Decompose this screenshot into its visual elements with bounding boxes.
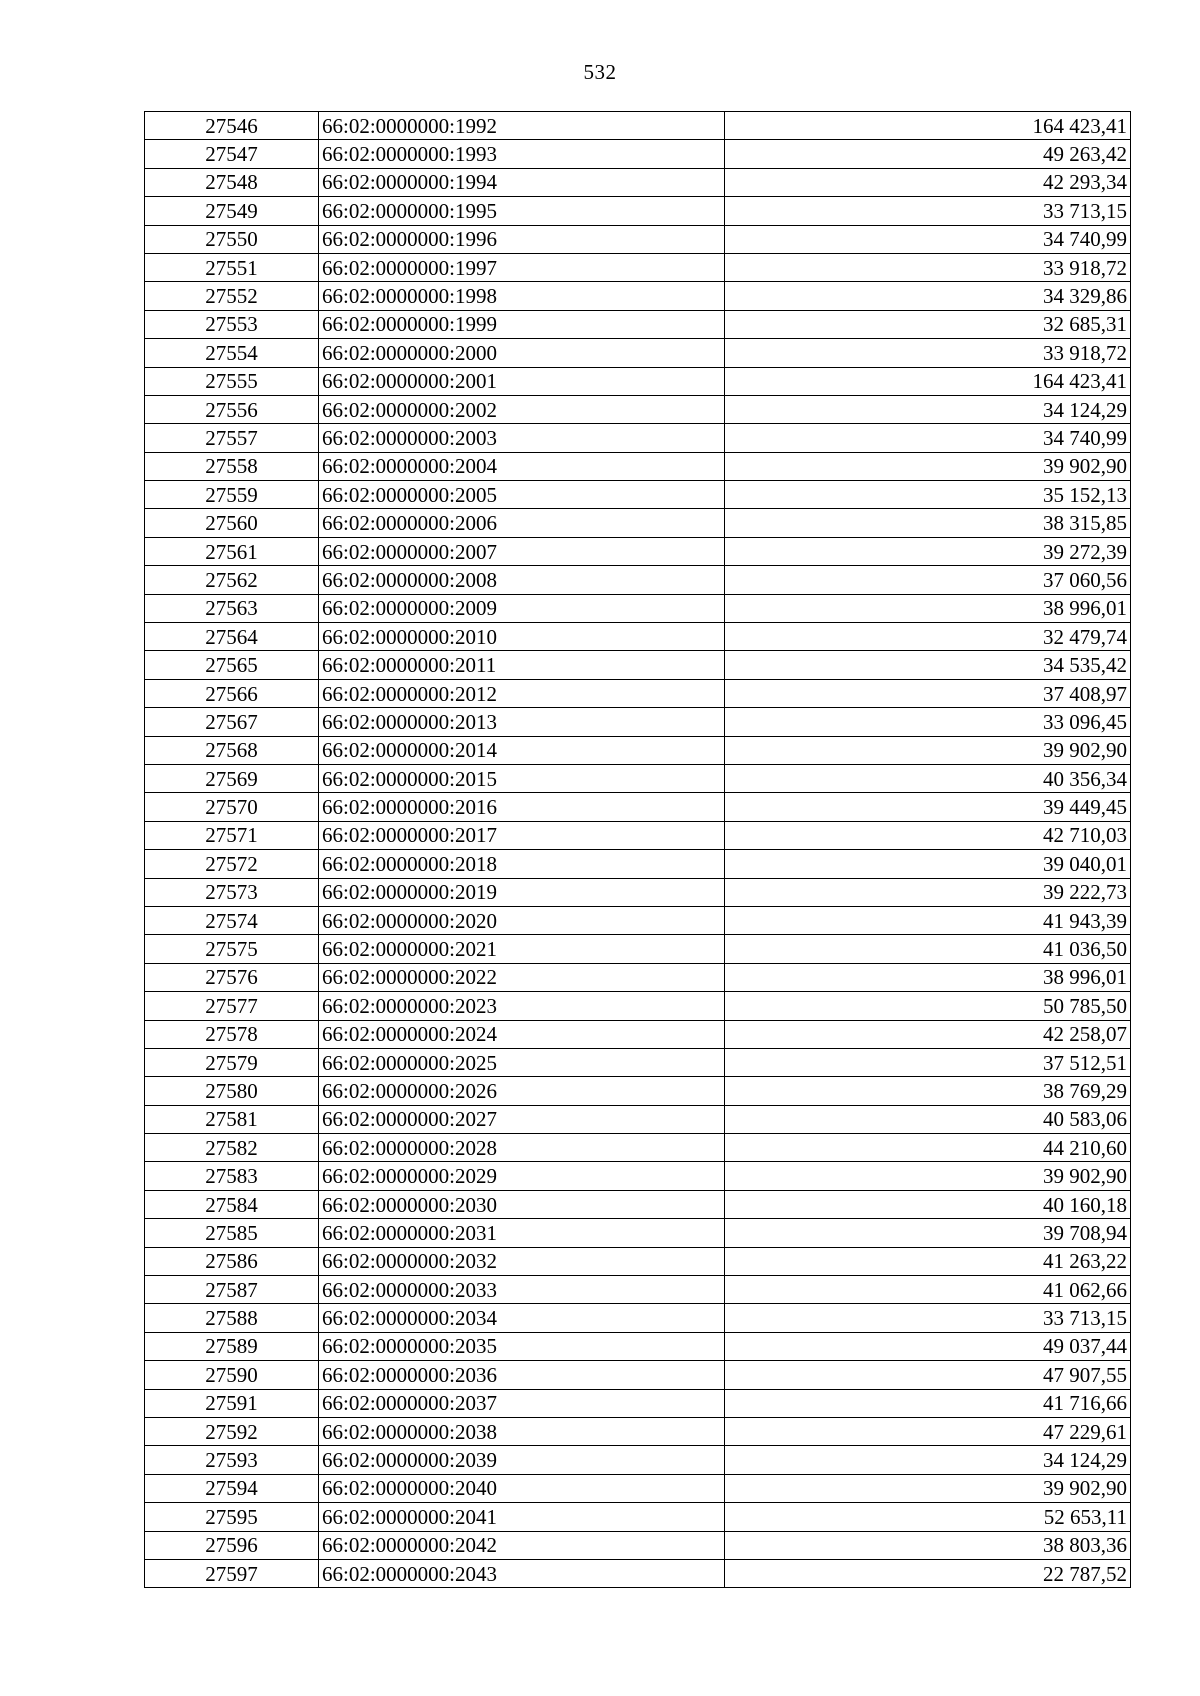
- row-number-cell: 27565: [145, 651, 319, 679]
- cadastral-number-cell: 66:02:0000000:1996: [319, 225, 725, 253]
- cadastral-number-cell: 66:02:0000000:2021: [319, 935, 725, 963]
- row-number-cell: 27576: [145, 963, 319, 991]
- table-row: [145, 168, 1131, 196]
- row-number-cell: 27547: [145, 140, 319, 168]
- cadastral-value-cell: 32 479,74: [725, 623, 1131, 651]
- cadastral-value-cell: 37 408,97: [725, 679, 1131, 707]
- cadastral-number-cell: 66:02:0000000:2041: [319, 1503, 725, 1531]
- cadastral-value-cell: 34 329,86: [725, 282, 1131, 310]
- row-number-cell: 27551: [145, 253, 319, 281]
- cadastral-number-cell: 66:02:0000000:1992: [319, 112, 725, 140]
- cadastral-value-cell: 33 918,72: [725, 253, 1131, 281]
- cadastral-number-cell: 66:02:0000000:1993: [319, 140, 725, 168]
- cadastral-value-cell: 49 263,42: [725, 140, 1131, 168]
- row-number-cell: 27556: [145, 395, 319, 423]
- table-row: [145, 253, 1131, 281]
- cadastral-value-cell: 34 124,29: [725, 1446, 1131, 1474]
- table-row: [145, 736, 1131, 764]
- table-row: [145, 1474, 1131, 1502]
- cadastral-value-cell: 49 037,44: [725, 1332, 1131, 1360]
- cadastral-value-cell: 34 535,42: [725, 651, 1131, 679]
- table-row: [145, 424, 1131, 452]
- cadastral-number-cell: 66:02:0000000:2008: [319, 566, 725, 594]
- table-row: [145, 1332, 1131, 1360]
- cadastral-value-cell: 52 653,11: [725, 1503, 1131, 1531]
- row-number-cell: 27559: [145, 481, 319, 509]
- table-row: [145, 481, 1131, 509]
- table-row: [145, 1304, 1131, 1332]
- cadastral-number-cell: 66:02:0000000:2011: [319, 651, 725, 679]
- cadastral-number-cell: 66:02:0000000:2030: [319, 1190, 725, 1218]
- cadastral-number-cell: 66:02:0000000:2010: [319, 623, 725, 651]
- row-number-cell: 27588: [145, 1304, 319, 1332]
- row-number-cell: 27587: [145, 1276, 319, 1304]
- table-row: [145, 1219, 1131, 1247]
- table-row: [145, 395, 1131, 423]
- row-number-cell: 27563: [145, 594, 319, 622]
- row-number-cell: 27595: [145, 1503, 319, 1531]
- table-row: [145, 651, 1131, 679]
- cadastral-number-cell: 66:02:0000000:2007: [319, 537, 725, 565]
- table-row: [145, 1134, 1131, 1162]
- table-row: [145, 963, 1131, 991]
- row-number-cell: 27554: [145, 339, 319, 367]
- table-row: [145, 1276, 1131, 1304]
- cadastral-value-cell: 33 096,45: [725, 708, 1131, 736]
- row-number-cell: 27549: [145, 197, 319, 225]
- table-row: [145, 764, 1131, 792]
- table-row: [145, 1247, 1131, 1275]
- table-row: [145, 452, 1131, 480]
- row-number-cell: 27580: [145, 1077, 319, 1105]
- cadastral-number-cell: 66:02:0000000:2024: [319, 1020, 725, 1048]
- cadastral-value-cell: 39 272,39: [725, 537, 1131, 565]
- row-number-cell: 27569: [145, 764, 319, 792]
- row-number-cell: 27589: [145, 1332, 319, 1360]
- table-row: [145, 1020, 1131, 1048]
- row-number-cell: 27566: [145, 679, 319, 707]
- cadastral-number-cell: 66:02:0000000:2009: [319, 594, 725, 622]
- table-row: [145, 1531, 1131, 1559]
- row-number-cell: 27561: [145, 537, 319, 565]
- table-body: [145, 112, 1131, 1588]
- table-row: [145, 509, 1131, 537]
- row-number-cell: 27577: [145, 992, 319, 1020]
- row-number-cell: 27571: [145, 821, 319, 849]
- cadastral-value-cell: 39 902,90: [725, 1162, 1131, 1190]
- cadastral-value-table: [144, 111, 1131, 1588]
- table-row: [145, 708, 1131, 736]
- row-number-cell: 27550: [145, 225, 319, 253]
- cadastral-number-cell: 66:02:0000000:2031: [319, 1219, 725, 1247]
- row-number-cell: 27562: [145, 566, 319, 594]
- cadastral-number-cell: 66:02:0000000:2035: [319, 1332, 725, 1360]
- table-row: [145, 367, 1131, 395]
- cadastral-value-cell: 164 423,41: [725, 367, 1131, 395]
- table-row: [145, 1190, 1131, 1218]
- row-number-cell: 27584: [145, 1190, 319, 1218]
- cadastral-value-cell: 34 740,99: [725, 424, 1131, 452]
- table-row: [145, 850, 1131, 878]
- cadastral-value-cell: 42 293,34: [725, 168, 1131, 196]
- table-row: [145, 339, 1131, 367]
- cadastral-number-cell: 66:02:0000000:2019: [319, 878, 725, 906]
- cadastral-value-cell: 39 902,90: [725, 452, 1131, 480]
- table-row: [145, 1503, 1131, 1531]
- cadastral-number-cell: 66:02:0000000:2013: [319, 708, 725, 736]
- cadastral-number-cell: 66:02:0000000:2026: [319, 1077, 725, 1105]
- row-number-cell: 27546: [145, 112, 319, 140]
- cadastral-value-cell: 164 423,41: [725, 112, 1131, 140]
- cadastral-number-cell: 66:02:0000000:1994: [319, 168, 725, 196]
- cadastral-value-cell: 38 996,01: [725, 963, 1131, 991]
- row-number-cell: 27579: [145, 1048, 319, 1076]
- cadastral-value-cell: 40 356,34: [725, 764, 1131, 792]
- table-row: [145, 594, 1131, 622]
- row-number-cell: 27597: [145, 1559, 319, 1587]
- cadastral-number-cell: 66:02:0000000:2032: [319, 1247, 725, 1275]
- cadastral-value-cell: 42 710,03: [725, 821, 1131, 849]
- row-number-cell: 27558: [145, 452, 319, 480]
- table-row: [145, 566, 1131, 594]
- table-row: [145, 935, 1131, 963]
- table-row: [145, 537, 1131, 565]
- table-row: [145, 793, 1131, 821]
- row-number-cell: 27555: [145, 367, 319, 395]
- cadastral-value-cell: 34 740,99: [725, 225, 1131, 253]
- cadastral-value-cell: 33 713,15: [725, 197, 1131, 225]
- table-row: [145, 310, 1131, 338]
- cadastral-number-cell: 66:02:0000000:2040: [319, 1474, 725, 1502]
- cadastral-number-cell: 66:02:0000000:2027: [319, 1105, 725, 1133]
- page-number: 532: [583, 60, 617, 84]
- cadastral-value-cell: 41 062,66: [725, 1276, 1131, 1304]
- row-number-cell: 27581: [145, 1105, 319, 1133]
- cadastral-number-cell: 66:02:0000000:2025: [319, 1048, 725, 1076]
- cadastral-number-cell: 66:02:0000000:1998: [319, 282, 725, 310]
- table-row: [145, 1361, 1131, 1389]
- cadastral-value-cell: 38 803,36: [725, 1531, 1131, 1559]
- table-row: [145, 1162, 1131, 1190]
- cadastral-value-cell: 50 785,50: [725, 992, 1131, 1020]
- table-row: [145, 225, 1131, 253]
- table-row: [145, 878, 1131, 906]
- cadastral-value-cell: 42 258,07: [725, 1020, 1131, 1048]
- cadastral-value-cell: 41 036,50: [725, 935, 1131, 963]
- row-number-cell: 27552: [145, 282, 319, 310]
- row-number-cell: 27573: [145, 878, 319, 906]
- cadastral-value-cell: 47 229,61: [725, 1417, 1131, 1445]
- row-number-cell: 27590: [145, 1361, 319, 1389]
- row-number-cell: 27591: [145, 1389, 319, 1417]
- cadastral-number-cell: 66:02:0000000:2023: [319, 992, 725, 1020]
- row-number-cell: 27593: [145, 1446, 319, 1474]
- row-number-cell: 27582: [145, 1134, 319, 1162]
- cadastral-number-cell: 66:02:0000000:2033: [319, 1276, 725, 1304]
- table-row: [145, 906, 1131, 934]
- table-row: [145, 1077, 1131, 1105]
- table-row: [145, 1105, 1131, 1133]
- table-row: [145, 1389, 1131, 1417]
- cadastral-value-cell: 41 263,22: [725, 1247, 1131, 1275]
- cadastral-number-cell: 66:02:0000000:1997: [319, 253, 725, 281]
- cadastral-number-cell: 66:02:0000000:2014: [319, 736, 725, 764]
- row-number-cell: 27586: [145, 1247, 319, 1275]
- row-number-cell: 27594: [145, 1474, 319, 1502]
- cadastral-number-cell: 66:02:0000000:2016: [319, 793, 725, 821]
- cadastral-number-cell: 66:02:0000000:2017: [319, 821, 725, 849]
- table-row: [145, 1559, 1131, 1587]
- row-number-cell: 27560: [145, 509, 319, 537]
- table-row: [145, 992, 1131, 1020]
- cadastral-number-cell: 66:02:0000000:2036: [319, 1361, 725, 1389]
- cadastral-value-cell: 39 902,90: [725, 1474, 1131, 1502]
- row-number-cell: 27564: [145, 623, 319, 651]
- table-row: [145, 623, 1131, 651]
- cadastral-number-cell: 66:02:0000000:1999: [319, 310, 725, 338]
- cadastral-value-cell: 37 512,51: [725, 1048, 1131, 1076]
- row-number-cell: 27553: [145, 310, 319, 338]
- row-number-cell: 27596: [145, 1531, 319, 1559]
- cadastral-number-cell: 66:02:0000000:2029: [319, 1162, 725, 1190]
- cadastral-value-cell: 39 222,73: [725, 878, 1131, 906]
- cadastral-number-cell: 66:02:0000000:2004: [319, 452, 725, 480]
- cadastral-number-cell: 66:02:0000000:2043: [319, 1559, 725, 1587]
- row-number-cell: 27583: [145, 1162, 319, 1190]
- cadastral-number-cell: 66:02:0000000:2002: [319, 395, 725, 423]
- cadastral-value-cell: 39 902,90: [725, 736, 1131, 764]
- cadastral-value-cell: 40 583,06: [725, 1105, 1131, 1133]
- row-number-cell: 27575: [145, 935, 319, 963]
- cadastral-value-cell: 38 996,01: [725, 594, 1131, 622]
- table-row: [145, 679, 1131, 707]
- table-row: [145, 282, 1131, 310]
- cadastral-number-cell: 66:02:0000000:2001: [319, 367, 725, 395]
- cadastral-value-cell: 40 160,18: [725, 1190, 1131, 1218]
- cadastral-number-cell: 66:02:0000000:2003: [319, 424, 725, 452]
- cadastral-number-cell: 66:02:0000000:1995: [319, 197, 725, 225]
- cadastral-number-cell: 66:02:0000000:2006: [319, 509, 725, 537]
- cadastral-value-cell: 38 769,29: [725, 1077, 1131, 1105]
- table-row: [145, 197, 1131, 225]
- cadastral-number-cell: 66:02:0000000:2020: [319, 906, 725, 934]
- cadastral-value-cell: 33 713,15: [725, 1304, 1131, 1332]
- table-row: [145, 1417, 1131, 1445]
- cadastral-number-cell: 66:02:0000000:2018: [319, 850, 725, 878]
- table-row: [145, 112, 1131, 140]
- cadastral-value-cell: 38 315,85: [725, 509, 1131, 537]
- row-number-cell: 27570: [145, 793, 319, 821]
- table-row: [145, 1446, 1131, 1474]
- cadastral-value-cell: 32 685,31: [725, 310, 1131, 338]
- row-number-cell: 27568: [145, 736, 319, 764]
- cadastral-number-cell: 66:02:0000000:2015: [319, 764, 725, 792]
- cadastral-value-cell: 44 210,60: [725, 1134, 1131, 1162]
- cadastral-number-cell: 66:02:0000000:2042: [319, 1531, 725, 1559]
- row-number-cell: 27574: [145, 906, 319, 934]
- cadastral-value-cell: 39 449,45: [725, 793, 1131, 821]
- cadastral-value-cell: 22 787,52: [725, 1559, 1131, 1587]
- cadastral-value-cell: 47 907,55: [725, 1361, 1131, 1389]
- cadastral-number-cell: 66:02:0000000:2000: [319, 339, 725, 367]
- cadastral-number-cell: 66:02:0000000:2012: [319, 679, 725, 707]
- table-row: [145, 140, 1131, 168]
- cadastral-value-cell: 41 716,66: [725, 1389, 1131, 1417]
- row-number-cell: 27592: [145, 1417, 319, 1445]
- cadastral-value-cell: 41 943,39: [725, 906, 1131, 934]
- cadastral-value-cell: 34 124,29: [725, 395, 1131, 423]
- cadastral-number-cell: 66:02:0000000:2005: [319, 481, 725, 509]
- cadastral-number-cell: 66:02:0000000:2039: [319, 1446, 725, 1474]
- cadastral-number-cell: 66:02:0000000:2022: [319, 963, 725, 991]
- table-row: [145, 821, 1131, 849]
- cadastral-value-cell: 39 040,01: [725, 850, 1131, 878]
- cadastral-number-cell: 66:02:0000000:2037: [319, 1389, 725, 1417]
- cadastral-value-cell: 33 918,72: [725, 339, 1131, 367]
- row-number-cell: 27578: [145, 1020, 319, 1048]
- cadastral-value-cell: 35 152,13: [725, 481, 1131, 509]
- row-number-cell: 27557: [145, 424, 319, 452]
- cadastral-number-cell: 66:02:0000000:2034: [319, 1304, 725, 1332]
- table-row: [145, 1048, 1131, 1076]
- cadastral-number-cell: 66:02:0000000:2028: [319, 1134, 725, 1162]
- cadastral-value-cell: 37 060,56: [725, 566, 1131, 594]
- cadastral-value-cell: 39 708,94: [725, 1219, 1131, 1247]
- cadastral-number-cell: 66:02:0000000:2038: [319, 1417, 725, 1445]
- row-number-cell: 27548: [145, 168, 319, 196]
- row-number-cell: 27585: [145, 1219, 319, 1247]
- row-number-cell: 27572: [145, 850, 319, 878]
- row-number-cell: 27567: [145, 708, 319, 736]
